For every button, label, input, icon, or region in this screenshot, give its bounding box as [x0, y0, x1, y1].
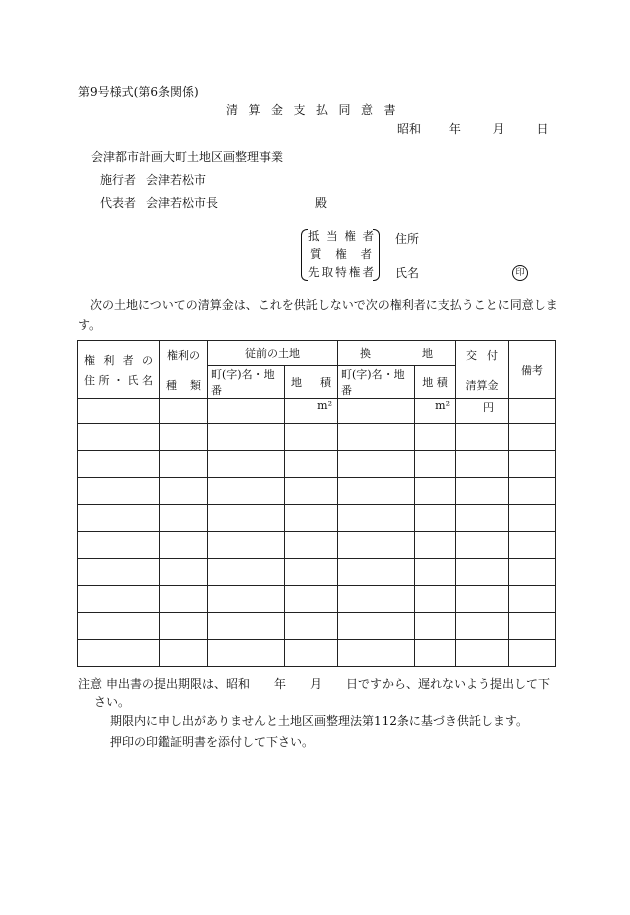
- table-row: [78, 640, 556, 667]
- cell-prior-area[interactable]: [285, 532, 338, 559]
- note-line-1-cont: さい。: [94, 695, 131, 709]
- cell-prior-town[interactable]: [208, 424, 285, 451]
- cell-replot-town[interactable]: [338, 613, 415, 640]
- cell-delivery[interactable]: [456, 478, 509, 505]
- cell-delivery[interactable]: [456, 505, 509, 532]
- cell-prior-town[interactable]: [208, 451, 285, 478]
- cell-delivery[interactable]: [456, 559, 509, 586]
- cell-person[interactable]: [78, 505, 160, 532]
- representative-name: 会津若松市長: [146, 196, 219, 210]
- cell-replot-town[interactable]: [338, 451, 415, 478]
- cell-right-type[interactable]: [160, 559, 208, 586]
- cell-right-type[interactable]: [160, 424, 208, 451]
- cell-replot-area[interactable]: [415, 613, 456, 640]
- cell-prior-area[interactable]: [285, 559, 338, 586]
- cell-prior-area[interactable]: [285, 586, 338, 613]
- table-row: [78, 586, 556, 613]
- note-line-2: 期限内に申し出がありませんと土地区画整理法第112条に基づき供託します。: [110, 714, 528, 728]
- header-person-line1: 権 利 者 の: [84, 353, 153, 367]
- cell-replot-town[interactable]: [338, 399, 415, 424]
- cell-right-type[interactable]: [160, 505, 208, 532]
- cell-person[interactable]: [78, 559, 160, 586]
- cell-prior-town[interactable]: [208, 559, 285, 586]
- seal-icon: 印: [512, 265, 528, 281]
- cell-remarks[interactable]: [509, 505, 556, 532]
- bracket-left: [301, 229, 308, 281]
- cell-replot-area[interactable]: [415, 505, 456, 532]
- holder-type-pledgee: 質 権 者: [310, 247, 372, 261]
- header-replot-town-line2: 番: [341, 384, 352, 397]
- cell-replot-area[interactable]: [415, 559, 456, 586]
- cell-right-type[interactable]: [160, 451, 208, 478]
- cell-prior-area[interactable]: [285, 451, 338, 478]
- cell-replot-town[interactable]: [338, 505, 415, 532]
- table-row: [78, 532, 556, 559]
- agreement-text: 次の土地についての清算金は、これを供託しないで次の権利者に支払うことに同意します。: [78, 298, 558, 332]
- cell-remarks[interactable]: [509, 586, 556, 613]
- cell-prior-town[interactable]: [208, 613, 285, 640]
- cell-prior-town[interactable]: [208, 586, 285, 613]
- table-header-row-1: [78, 341, 556, 366]
- cell-remarks[interactable]: [509, 424, 556, 451]
- header-prior-area-text: 地 積: [291, 376, 331, 389]
- cell-replot-town[interactable]: [338, 478, 415, 505]
- header-prior-land: 従前の土地: [208, 341, 338, 366]
- date-month: 月: [492, 122, 505, 136]
- bracket-right: [373, 229, 380, 281]
- cell-remarks[interactable]: [509, 613, 556, 640]
- header-replot-town: [338, 366, 415, 399]
- cell-delivery[interactable]: [456, 586, 509, 613]
- cell-remarks[interactable]: [509, 640, 556, 667]
- cell-right-type[interactable]: [160, 399, 208, 424]
- note-line-3: 押印の印鑑証明書を添付して下さい。: [110, 735, 315, 749]
- cell-replot-town[interactable]: [338, 532, 415, 559]
- representative-label: 代表者: [100, 196, 137, 210]
- cell-remarks[interactable]: [509, 559, 556, 586]
- cell-person[interactable]: [78, 640, 160, 667]
- executor-label: 施行者: [100, 173, 137, 187]
- header-right-type: [160, 341, 208, 399]
- date-era: 昭和: [397, 122, 422, 136]
- cell-prior-area[interactable]: [285, 640, 338, 667]
- cell-delivery[interactable]: [456, 451, 509, 478]
- cell-person[interactable]: [78, 532, 160, 559]
- addressee-representative: [100, 196, 218, 210]
- table-row: [78, 559, 556, 586]
- cell-prior-town[interactable]: [208, 478, 285, 505]
- header-person: [78, 341, 160, 399]
- cell-remarks[interactable]: [509, 451, 556, 478]
- cell-replot-area[interactable]: [415, 451, 456, 478]
- cell-prior-town[interactable]: [208, 640, 285, 667]
- table-row: [78, 424, 556, 451]
- form-number: 第9号様式(第6条関係): [78, 85, 199, 99]
- cell-right-type[interactable]: [160, 586, 208, 613]
- cell-replot-area[interactable]: [415, 640, 456, 667]
- document-title: 清算金支払同意書: [226, 103, 407, 117]
- header-delivery-line1: 交 付: [466, 348, 498, 362]
- cell-person[interactable]: [78, 424, 160, 451]
- unit-sqm: m²: [435, 399, 450, 412]
- cell-delivery[interactable]: [456, 399, 509, 424]
- holder-address-label: 住所: [395, 232, 420, 246]
- cell-replot-area[interactable]: [415, 478, 456, 505]
- cell-prior-area[interactable]: [285, 613, 338, 640]
- cell-delivery[interactable]: [456, 532, 509, 559]
- date-day: 日: [536, 122, 549, 136]
- addressee-executor: [100, 173, 206, 187]
- cell-person[interactable]: [78, 586, 160, 613]
- cell-prior-area[interactable]: [285, 478, 338, 505]
- cell-remarks[interactable]: [509, 399, 556, 424]
- note-line-1: 申出書の提出期限は、昭和 年 月 日ですから、遅れないよう提出して下: [106, 677, 551, 691]
- cell-prior-area[interactable]: [285, 505, 338, 532]
- right-holder-type-bracket: [301, 227, 380, 281]
- cell-delivery[interactable]: [456, 613, 509, 640]
- notes-label: 注意: [78, 677, 103, 691]
- cell-replot-area[interactable]: [415, 424, 456, 451]
- table-row: [78, 478, 556, 505]
- header-prior-area: [285, 366, 338, 399]
- cell-prior-town[interactable]: [208, 399, 285, 424]
- header-right-line2: 種 類: [166, 378, 201, 392]
- header-replot: [338, 341, 456, 366]
- cell-delivery[interactable]: [456, 424, 509, 451]
- date-line: [397, 122, 549, 136]
- holder-type-mortgagee: 抵 当 権 者: [308, 229, 374, 243]
- unit-sqm: m²: [317, 399, 332, 412]
- header-replot-area: 地 積: [415, 366, 456, 399]
- cell-right-type[interactable]: [160, 640, 208, 667]
- date-year: 年: [448, 122, 461, 136]
- addressee-project: 会津都市計画大町土地区画整理事業: [91, 150, 284, 164]
- cell-replot-town[interactable]: [338, 559, 415, 586]
- cell-replot-town[interactable]: [338, 586, 415, 613]
- holder-type-preferential: 先 取 特 権 者: [308, 265, 374, 279]
- table-row: [78, 505, 556, 532]
- executor-name: 会津若松市: [146, 173, 207, 187]
- table-row: [78, 399, 556, 424]
- cell-person[interactable]: [78, 399, 160, 424]
- cell-remarks[interactable]: [509, 478, 556, 505]
- cell-right-type[interactable]: [160, 478, 208, 505]
- cell-delivery[interactable]: [456, 640, 509, 667]
- cell-replot-area[interactable]: [415, 586, 456, 613]
- header-right-line1: 権利の: [167, 348, 200, 362]
- header-delivery: [456, 341, 509, 399]
- cell-replot-area[interactable]: [415, 532, 456, 559]
- cell-replot-town[interactable]: [338, 424, 415, 451]
- cell-replot-area[interactable]: [415, 399, 456, 424]
- unit-yen: 円: [483, 401, 494, 414]
- header-replot-town-line1: 町(字)名・地: [341, 368, 405, 381]
- cell-person[interactable]: [78, 451, 160, 478]
- header-prior-town: [208, 366, 285, 399]
- header-prior-town-line2: 番: [211, 384, 222, 397]
- cell-person[interactable]: [78, 478, 160, 505]
- cell-prior-town[interactable]: [208, 532, 285, 559]
- cell-right-type[interactable]: [160, 532, 208, 559]
- honorific: 殿: [315, 196, 328, 210]
- cell-replot-town[interactable]: [338, 640, 415, 667]
- header-prior-town-line1: 町(字)名・地: [211, 368, 275, 381]
- settlement-table: [77, 340, 556, 667]
- cell-person[interactable]: [78, 613, 160, 640]
- header-person-line2: 住 所 ・ 氏 名: [84, 373, 153, 387]
- cell-prior-area[interactable]: [285, 424, 338, 451]
- table-row: [78, 451, 556, 478]
- table-row: [78, 613, 556, 640]
- header-remarks: 備考: [509, 341, 556, 399]
- cell-right-type[interactable]: [160, 613, 208, 640]
- holder-name-label: 氏名: [395, 266, 420, 280]
- cell-remarks[interactable]: [509, 532, 556, 559]
- header-delivery-line2: 清算金: [465, 378, 499, 392]
- header-replot-text: 換 地: [360, 347, 433, 360]
- cell-prior-area[interactable]: [285, 399, 338, 424]
- cell-prior-town[interactable]: [208, 505, 285, 532]
